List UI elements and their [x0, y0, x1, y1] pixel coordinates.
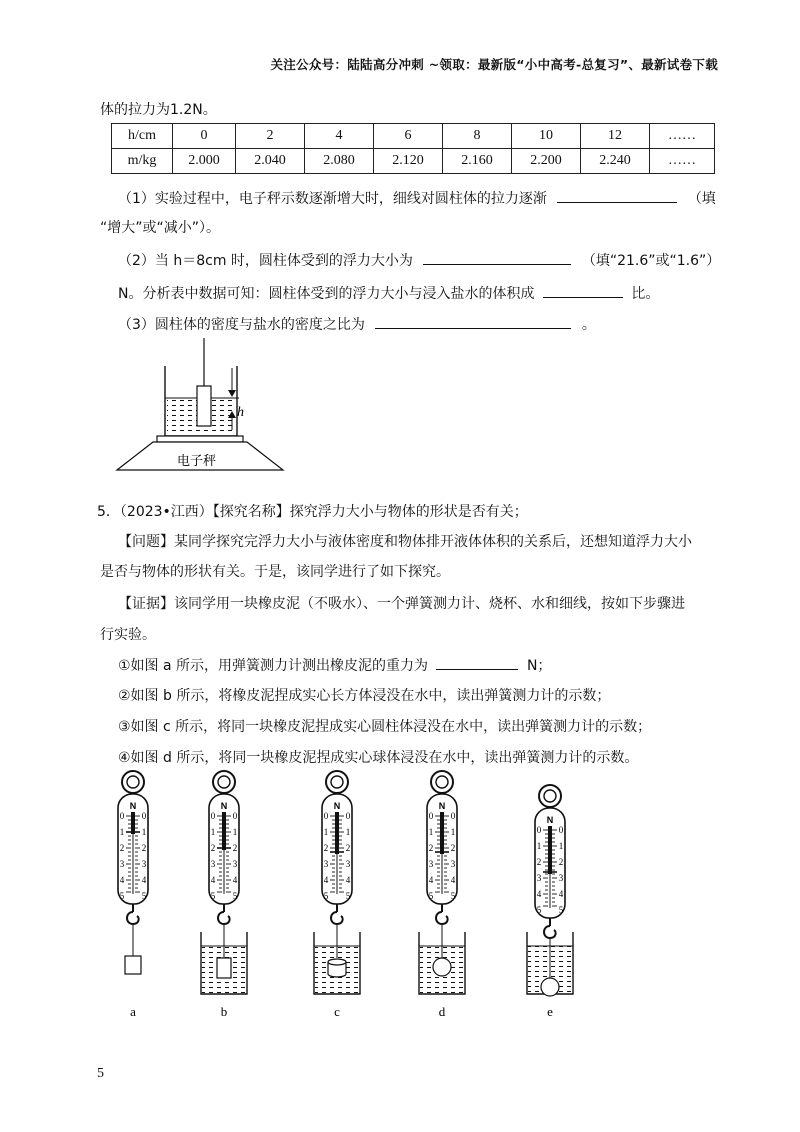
scale-number-right: 0: [141, 811, 147, 821]
scale-number-right: 0: [345, 811, 351, 821]
q4-part2-end: 比。: [631, 286, 660, 302]
scale-number-left: 0: [119, 811, 125, 821]
table-cell: 10: [512, 124, 581, 149]
scale-number-right: 3: [345, 859, 351, 869]
figure-caption: a: [130, 1004, 136, 1019]
table-cell: m/kg: [112, 149, 173, 174]
scale-number-left: 3: [536, 873, 542, 883]
clay-ball: [433, 958, 451, 976]
scale-number-left: 5: [536, 905, 542, 915]
scale-number-right: 5: [558, 905, 564, 915]
scale-unit-label: N: [438, 801, 446, 811]
scale-number-right: 1: [141, 827, 147, 837]
scale-number-left: 2: [536, 857, 542, 867]
scale-number-left: 2: [428, 843, 434, 853]
q5-title: 5．（2023•江西）【探究名称】探究浮力大小与物体的形状是否有关；: [97, 504, 528, 520]
scale-number-right: 4: [232, 875, 238, 885]
scale-number-right: 5: [450, 891, 456, 901]
scale-unit-label: N: [129, 801, 137, 811]
h-label: h: [237, 405, 244, 420]
scale-number-right: 3: [141, 859, 147, 869]
scale-number-left: 5: [210, 891, 216, 901]
spring-scale: [419, 771, 465, 1019]
scale-number-left: 2: [119, 843, 125, 853]
q5-proof-line1: 【证据】该同学用一块橡皮泥（不吸水）、一个弹簧测力计、烧杯、水和细线，按如下步骤进: [118, 596, 685, 612]
table-cell: 8: [443, 124, 512, 149]
scale-number-right: 2: [141, 843, 147, 853]
scale-number-left: 5: [119, 891, 125, 901]
table-cell: 2.240: [581, 149, 650, 174]
scale-number-right: 4: [141, 875, 147, 885]
table-cell: 4: [305, 124, 374, 149]
spring-indicator: [222, 812, 226, 850]
q4-part2-text2: N。分析表中数据可知：圆柱体受到的浮力大小与浸入盐水的体积成: [118, 286, 535, 302]
scale-number-right: 2: [558, 857, 564, 867]
spring-scales-figure: [100, 770, 600, 1030]
scale-number-left: 1: [323, 827, 329, 837]
scale-unit-label: N: [220, 801, 228, 811]
scale-number-left: 2: [323, 843, 329, 853]
scale-number-left: 3: [428, 859, 434, 869]
q4-part1-line1: [118, 188, 716, 209]
scale-number-left: 4: [428, 875, 434, 885]
clay-cylinder-top: [328, 959, 346, 965]
scale-number-left: 0: [210, 811, 216, 821]
figure-caption: b: [220, 1004, 228, 1019]
scale-number-right: 3: [450, 859, 456, 869]
scale-number-right: 1: [558, 841, 564, 851]
spring-scale: [527, 785, 573, 1019]
scale-number-left: 4: [210, 875, 216, 885]
scale-number-right: 1: [232, 827, 238, 837]
scale-unit-label: N: [333, 801, 341, 811]
scale-number-left: 1: [210, 827, 216, 837]
scale-number-left: 0: [323, 811, 329, 821]
table-cell: 12: [581, 124, 650, 149]
scale-number-right: 0: [558, 825, 564, 835]
q5-problem-line2: 是否与物体的形状有关。于是，该同学进行了如下探究。: [100, 564, 450, 580]
page-number: 5: [97, 1066, 104, 1081]
answer-blank[interactable]: [543, 283, 623, 298]
q4-part3-text: （3）圆柱体的密度与盐水的密度之比为: [118, 317, 365, 333]
q4-part2-hint: （填“21.6”或“1.6”）: [581, 253, 721, 269]
table-cell: 2.200: [512, 149, 581, 174]
scale-number-left: 1: [428, 827, 434, 837]
q5-problem-line1: 【问题】某同学探究完浮力大小与液体密度和物体排开液体体积的关系后，还想知道浮力大小: [118, 534, 692, 550]
scale-number-left: 4: [323, 875, 329, 885]
q4-part1-line2: “增大”或“减小”）。: [100, 220, 221, 236]
clay-cube: [125, 956, 141, 974]
spring-scale: [314, 771, 360, 1019]
scale-number-right: 1: [450, 827, 456, 837]
answer-blank[interactable]: [375, 314, 571, 329]
scale-number-left: 0: [536, 825, 542, 835]
scale-number-right: 2: [345, 843, 351, 853]
q5-step1: [118, 655, 551, 676]
scale-number-right: 5: [345, 891, 351, 901]
table-cell: ……: [650, 149, 715, 174]
spring-scale: [201, 771, 247, 1019]
scale-number-left: 2: [210, 843, 216, 853]
scale-number-left: 1: [536, 841, 542, 851]
scale-number-left: 1: [119, 827, 125, 837]
cylinder-object: [197, 386, 211, 426]
table-cell: 6: [374, 124, 443, 149]
q4-part2-line1: [118, 250, 720, 271]
scale-number-left: 3: [210, 859, 216, 869]
table-row: [112, 124, 715, 149]
table-cell: 2: [236, 124, 305, 149]
scale-plate: [157, 436, 243, 442]
scale-number-left: 5: [323, 891, 329, 901]
q4-part2-text: （2）当 h＝8cm 时，圆柱体受到的浮力大小为: [118, 253, 413, 269]
table-cell: ……: [650, 124, 715, 149]
scale-number-right: 1: [345, 827, 351, 837]
scale-number-right: 0: [450, 811, 456, 821]
scale-number-right: 3: [232, 859, 238, 869]
scale-number-right: 4: [345, 875, 351, 885]
scale-number-right: 0: [232, 811, 238, 821]
q5-proof-line2: 行实验。: [100, 627, 156, 643]
clay-cuboid: [217, 958, 231, 978]
scale-number-left: 0: [428, 811, 434, 821]
q4-part1-text: （1）实验过程中，电子秤示数逐渐增大时，细线对圆柱体的拉力逐渐: [118, 191, 547, 207]
table-cell: h/cm: [112, 124, 173, 149]
intro-line: 体的拉力为1.2N。: [100, 102, 217, 118]
table-cell: 2.000: [173, 149, 236, 174]
scale-unit-label: N: [546, 815, 554, 825]
spring-indicator: [131, 812, 135, 834]
q5-step2: ②如图 b 所示，将橡皮泥捏成实心长方体浸没在水中，读出弹簧测力计的示数；: [118, 688, 611, 704]
scale-number-right: 3: [558, 873, 564, 883]
data-table: [111, 123, 715, 174]
table-cell: 0: [173, 124, 236, 149]
q4-part3-end: 。: [581, 317, 596, 333]
page-header: 关注公众号：陆陆高分冲刺 ~领取：最新版“小中高考-总复习”、最新试卷下载: [270, 57, 718, 72]
scale-label: 电子秤: [177, 454, 217, 469]
answer-blank[interactable]: [436, 655, 518, 670]
figure-caption: d: [438, 1004, 446, 1019]
spring-indicator: [548, 826, 552, 874]
scale-number-right: 2: [232, 843, 238, 853]
figure-caption: e: [547, 1004, 553, 1019]
table-cell: 2.080: [305, 149, 374, 174]
q4-part2-line2: [118, 283, 659, 304]
clay-ball: [541, 978, 559, 996]
table-row: [112, 149, 715, 174]
scale-number-right: 5: [141, 891, 147, 901]
figure-caption: c: [334, 1004, 340, 1019]
answer-blank[interactable]: [423, 250, 571, 265]
q4-part1-hint: （填: [687, 191, 716, 207]
scale-number-left: 3: [119, 859, 125, 869]
q4-part3-line: [118, 314, 596, 335]
scale-number-right: 4: [558, 889, 564, 899]
q5-step4: ④如图 d 所示，将同一块橡皮泥捏成实心球体浸没在水中，读出弹簧测力计的示数。: [118, 750, 639, 766]
scale-number-right: 4: [450, 875, 456, 885]
scale-number-left: 3: [323, 859, 329, 869]
q5-step1-text: ①如图 a 所示，用弹簧测力计测出橡皮泥的重力为: [118, 658, 429, 674]
scale-number-left: 4: [536, 889, 542, 899]
table-cell: 2.120: [374, 149, 443, 174]
scale-number-right: 5: [232, 891, 238, 901]
scale-number-left: 4: [119, 875, 125, 885]
scale-number-right: 2: [450, 843, 456, 853]
scale-figure: [115, 338, 285, 474]
answer-blank[interactable]: [557, 188, 677, 203]
q5-step3: ③如图 c 所示，将同一块橡皮泥捏成实心圆柱体浸没在水中，读出弹簧测力计的示数；: [118, 719, 652, 735]
spring-indicator: [335, 812, 339, 854]
table-cell: 2.040: [236, 149, 305, 174]
q5-step1-unit: N；: [526, 658, 552, 674]
spring-indicator: [440, 812, 444, 854]
scale-number-left: 5: [428, 891, 434, 901]
spring-scale: [118, 771, 148, 1019]
table-cell: 2.160: [443, 149, 512, 174]
